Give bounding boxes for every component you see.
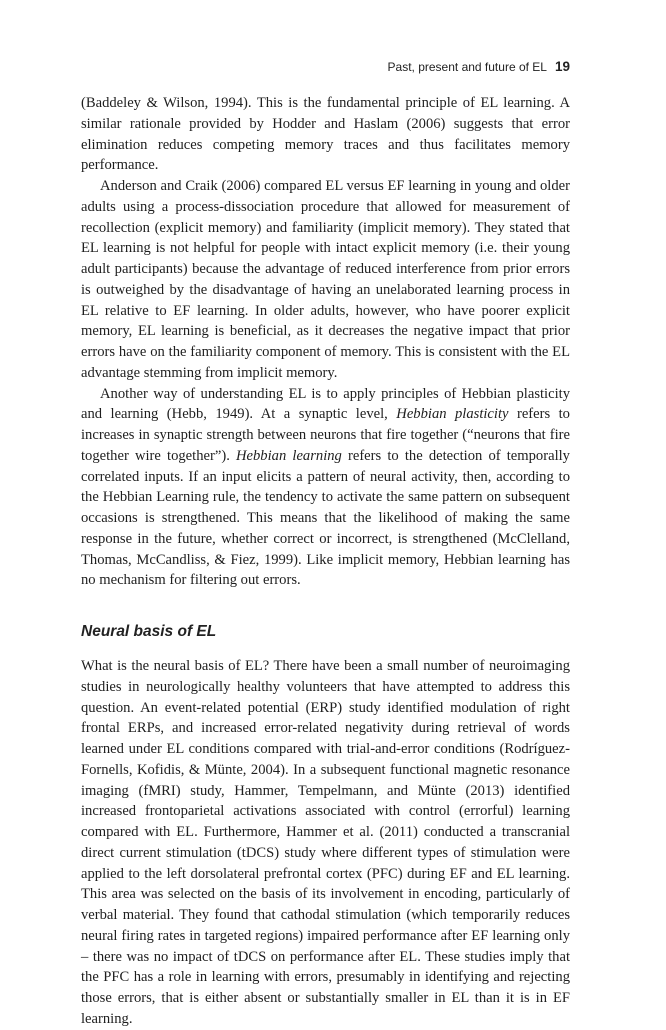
- paragraph-1: (Baddeley & Wilson, 1994). This is the fundamental principle of EL learning. A similar rationale provided by Hodder and Haslam (2006) suggests that error elimination reduces competing memory traces and thus facilitates memory performance.: [81, 95, 570, 174]
- paragraph-2: Anderson and Craik (2006) compared EL versus EF learning in young and older adults using a process-dissociation procedure that allowed for measurement of recollection (explicit memory) and familiarity (implicit memory). They stated that EL learning is not helpful for people with intact explicit memory (i.e. their young adult participants) because the advantage of reduced interference from prior errors is outweighed by the disadvantage of having an unelaborated learning process in EL relative to EF learning. In older adults, however, who have poorer explicit memory, EL learning is beneficial, as it decreases the negative impact that prior errors have on the familiarity component of memory. This is consistent with the EL advantage stemming from implicit memory.: [81, 178, 570, 381]
- term-hebbian-learning: Hebbian learning: [235, 447, 342, 464]
- section-heading: Neural basis of EL: [81, 623, 217, 640]
- body-text: [81, 93, 570, 1030]
- running-title: Past, present and future of EL: [387, 60, 547, 74]
- paragraph-3-text-c: refers to the detection of temporally correlated inputs. If an input elicits a pattern of neural activity, then, according to the Hebbian Learning rule, the tendency to activate the same pattern on subsequent occasions is strengthened. This means that the likelihood of making the same response in the future, whether correct or incorrect, is strengthened (McClelland, Thomas, McCandliss, & Fiez, 1999). Like implicit memory, Hebbian learning has no mechanism for filtering out errors.: [81, 447, 570, 589]
- paragraph-3-text-b: refers to increases in synaptic strength between neurons that fire together (“neurons that fire together wire together”).: [81, 406, 570, 464]
- term-hebbian-plasticity: Hebbian plasticity: [396, 406, 509, 423]
- paragraph-3: [81, 384, 570, 592]
- paragraph-4: What is the neural basis of EL? There have been a small number of neuroimaging studies in neurologically healthy volunteers that have attempted to address this question. An event-related potential (ERP) study identified modulation of right frontal ERPs, and increased error-related negativity during retrieval of words learned under EL conditions compared with trial-and-error conditions (Rodríguez-Fornells, Kofidis, & Münte, 2004). In a subsequent functional magnetic resonance imaging (fMRI) study, Hammer, Tempelmann, and Münte (2013) identified increased frontoparietal activations associated with control (errorful) learning compared with EL. Furthermore, Hammer et al. (2011) conducted a transcranial direct current stimulation (tDCS) study where different types of stimulation were applied to the left dorsolateral prefrontal cortex (PFC) during EF and EL learning. This area was selected on the basis of its involvement in encoding, particularly of verbal material. They found that cathodal stimulation (which temporarily reduces neural firing rates in targeted regions) impaired performance after EF learning only – there was no impact of tDCS on performance after EL. These studies imply that the PFC has a role in learning with errors, presumably in identifying and rejecting those errors, that is either absent or substantially smaller in EL than it is in EF learning.: [81, 658, 570, 1027]
- page-number: 19: [554, 59, 570, 74]
- running-head: [388, 59, 570, 74]
- paragraph-3-text-a: Another way of understanding EL is to apply principles of Hebbian plasticity and learning (Hebb, 1949). At a synaptic level,: [81, 385, 570, 423]
